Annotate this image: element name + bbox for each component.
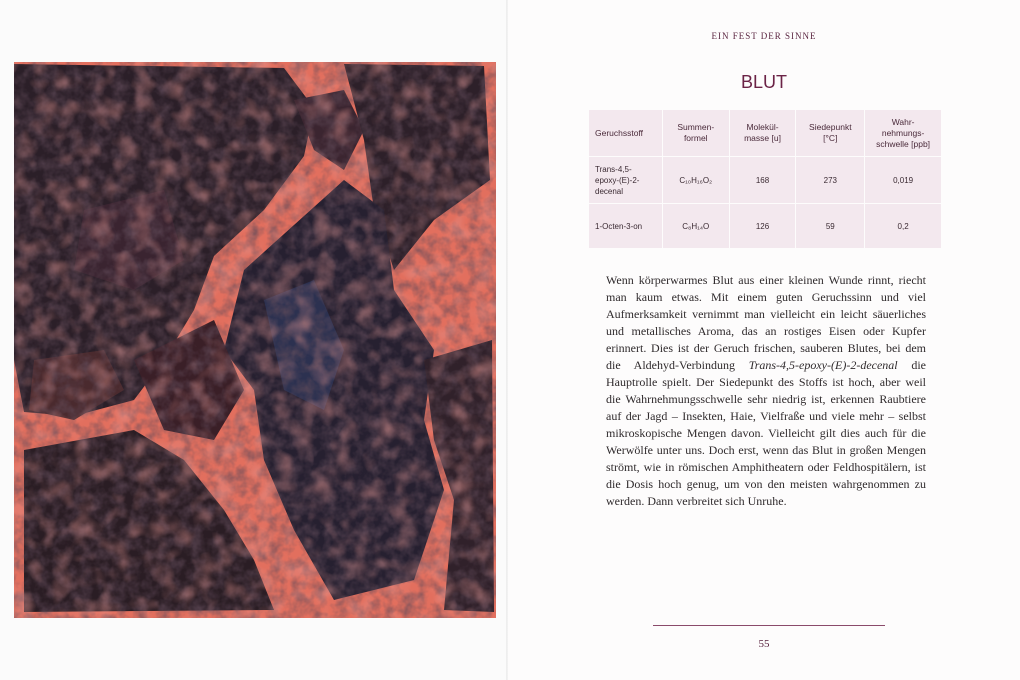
page-number: 55	[758, 638, 770, 650]
cell-threshold: 0,019	[865, 157, 942, 204]
cell-mass: 126	[729, 204, 796, 249]
body-text-part2: die Hauptrolle spielt. Der Siedepunkt des Stoffs ist hoch, aber weil die Wahrnehmungsschwelle sehr niedrig ist, erkennen Raubtiere auf der Jagd – Insekten, Haie, Vielfraße und viele mehr – selbst mikroskopische Mengen davon. Vielleicht gilt dies auch für die Werwölfe unter uns. Doch erst, wenn das Blut in großen Mengen strömt, wie in römischen Amphitheatern oder Feldhospitälern, ist die Dosis hoch genug, um von den meisten wahrgenommen zu werden. Dann verbreitet sich Unruhe.	[606, 358, 926, 508]
cell-mass: 168	[729, 157, 796, 204]
cell-odorant: 1-Octen-3-on	[589, 204, 663, 249]
col-header-odorant: Geruchsstoff	[589, 110, 663, 157]
page-title: BLUT	[740, 72, 787, 92]
cell-boiling-point: 59	[796, 204, 865, 249]
monoprint-artwork	[14, 60, 496, 620]
cell-threshold: 0,2	[865, 204, 942, 249]
cell-formula: C₈H₁₄O	[662, 204, 729, 249]
cell-formula: C₁₀H₁₆O₂	[662, 157, 729, 204]
running-head: EIN FEST DER SINNE	[711, 31, 817, 41]
table-row	[589, 204, 942, 249]
col-header-threshold: Wahr- nehmungs- schwelle [ppb]	[865, 110, 942, 157]
footer-rule	[653, 625, 885, 626]
col-header-boiling-point: Siedepunkt [°C]	[796, 110, 865, 157]
table-header-row	[589, 110, 942, 157]
col-header-formula: Summen- formel	[662, 110, 729, 157]
cell-boiling-point: 273	[796, 157, 865, 204]
right-page	[508, 0, 1020, 680]
table-row	[589, 157, 942, 204]
left-page	[0, 0, 508, 680]
body-text-part1: Wenn körperwarmes Blut aus einer kleinen Wunde rinnt, riecht man kaum etwas. Mit einem guten Geruchssinn und viel Aufmerksamkeit vernimmt man vielleicht ein leicht säuerliches und metallisches Aroma, das an rostiges Eisen oder Kupfer erinnert. Dies ist der Geruch frischen, sauberen Blutes, bei dem die Aldehyd-Verbindung	[606, 273, 926, 372]
odorant-table	[588, 109, 942, 249]
cell-odorant: Trans-4,5- epoxy-(E)-2- decenal	[589, 157, 663, 204]
body-text-emphasis: Trans-4,5-epoxy-(E)-2-decenal	[748, 358, 898, 372]
body-paragraph	[606, 272, 926, 510]
col-header-mass: Molekül- masse [u]	[729, 110, 796, 157]
